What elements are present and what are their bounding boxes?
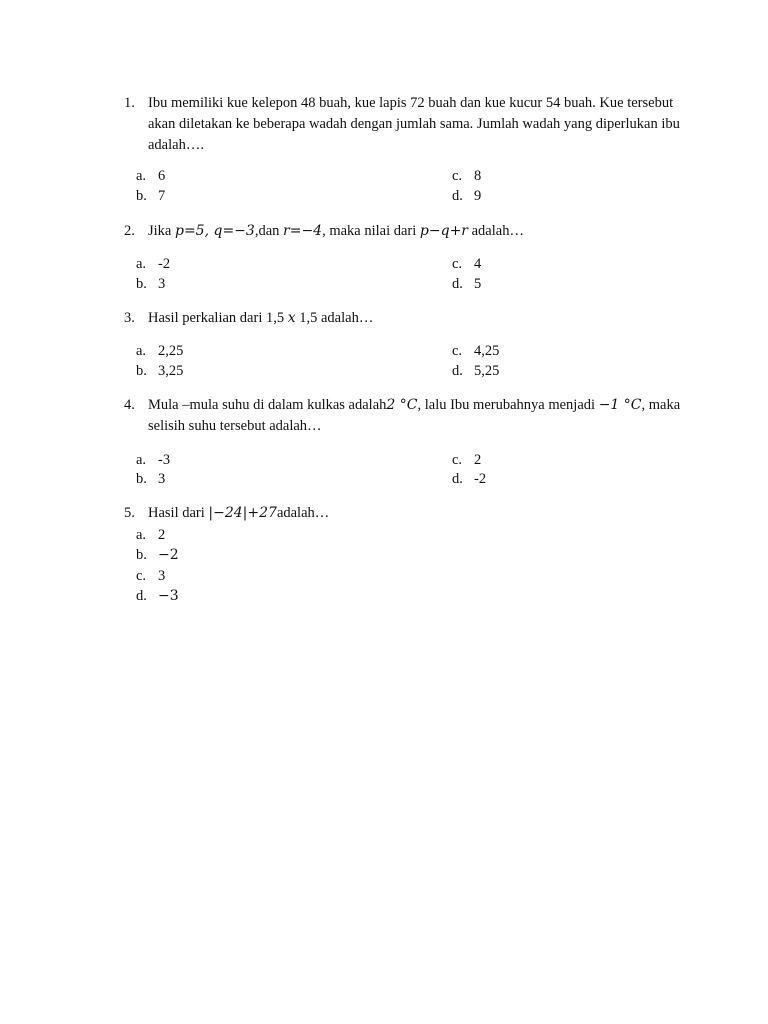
option-4d[interactable] — [452, 469, 486, 489]
option-value: 3 — [158, 568, 166, 584]
option-3b[interactable] — [136, 361, 183, 381]
option-value: 7 — [158, 188, 166, 204]
option-3c[interactable] — [452, 341, 499, 361]
math-expression: |−24|+27 — [208, 505, 277, 521]
option-letter: d. — [452, 188, 463, 204]
option-value: 4 — [474, 256, 482, 272]
math-expression: −1 °C — [598, 397, 642, 413]
option-5c[interactable] — [136, 566, 165, 586]
option-letter: d. — [452, 276, 463, 292]
question-2 — [124, 221, 684, 242]
question-3 — [124, 308, 684, 329]
option-5b[interactable] — [136, 545, 179, 565]
option-2c[interactable] — [452, 254, 481, 274]
option-letter: c. — [452, 343, 463, 359]
option-value: 2,25 — [158, 343, 184, 359]
option-3d[interactable] — [452, 361, 499, 381]
option-letter: c. — [136, 568, 147, 584]
question-text: Jika p=5, q=−3,dan r=−4, maka nilai dari p−q+r adalah… — [148, 223, 524, 239]
option-value: 4,25 — [474, 343, 500, 359]
option-value: 9 — [474, 188, 482, 204]
option-value: −2 — [158, 547, 179, 563]
option-value: -3 — [158, 452, 171, 468]
option-value: 3,25 — [158, 363, 184, 379]
option-value: 3 — [158, 471, 166, 487]
option-value: 6 — [158, 168, 166, 184]
option-letter: c. — [452, 452, 463, 468]
option-2d[interactable] — [452, 274, 481, 294]
option-letter: b. — [136, 471, 147, 487]
option-letter: c. — [452, 256, 463, 272]
question-text: Mula –mula suhu di dalam kulkas adalah2 °C, lalu Ibu merubahnya menjadi −1 °C, maka selisih suhu tersebut adalah… — [148, 397, 681, 434]
math-expression: x — [287, 310, 296, 326]
option-5d[interactable] — [136, 586, 179, 606]
option-value: 8 — [474, 168, 482, 184]
option-letter: a. — [136, 527, 147, 543]
question-number: 1. — [124, 95, 135, 111]
option-letter: b. — [136, 363, 147, 379]
math-expression: p=5, q=−3 — [174, 223, 255, 239]
question-1 — [124, 93, 684, 156]
option-letter: a. — [136, 343, 147, 359]
option-value: -2 — [474, 471, 487, 487]
option-value: 2 — [474, 452, 482, 468]
math-expression: r=−4 — [283, 223, 323, 239]
question-4 — [124, 395, 684, 437]
option-value: -2 — [158, 256, 171, 272]
option-letter: a. — [136, 256, 147, 272]
math-expression: 2 °C — [386, 397, 418, 413]
option-4a[interactable] — [136, 450, 170, 470]
option-letter: b. — [136, 547, 147, 563]
option-value: 5 — [474, 276, 482, 292]
option-1d[interactable] — [452, 186, 481, 206]
option-letter: d. — [452, 471, 463, 487]
question-number: 4. — [124, 397, 135, 413]
option-letter: d. — [136, 588, 147, 604]
question-number: 2. — [124, 223, 135, 239]
question-text: Ibu memiliki kue kelepon 48 buah, kue lapis 72 buah dan kue kucur 54 buah. Kue tersebut akan diletakan ke beberapa wadah dengan jumlah sama. Jumlah wadah yang diperlukan ibu adalah…. — [148, 95, 680, 153]
question-5 — [124, 503, 684, 524]
option-letter: a. — [136, 168, 147, 184]
option-5a[interactable] — [136, 525, 165, 545]
option-2a[interactable] — [136, 254, 170, 274]
option-value: 3 — [158, 276, 166, 292]
option-value: 5,25 — [474, 363, 500, 379]
option-value: −3 — [158, 588, 179, 604]
option-2b[interactable] — [136, 274, 165, 294]
option-4c[interactable] — [452, 450, 481, 470]
option-4b[interactable] — [136, 469, 165, 489]
option-letter: a. — [136, 452, 147, 468]
question-text: Hasil dari |−24|+27adalah… — [148, 505, 330, 521]
option-1a[interactable] — [136, 166, 165, 186]
math-expression: p−q+r — [419, 223, 468, 239]
option-1c[interactable] — [452, 166, 481, 186]
question-text: Hasil perkalian dari 1,5 x 1,5 adalah… — [148, 310, 374, 326]
option-letter: b. — [136, 276, 147, 292]
option-letter: b. — [136, 188, 147, 204]
option-1b[interactable] — [136, 186, 165, 206]
option-letter: c. — [452, 168, 463, 184]
option-value: 2 — [158, 527, 166, 543]
option-letter: d. — [452, 363, 463, 379]
question-number: 3. — [124, 310, 135, 326]
option-3a[interactable] — [136, 341, 183, 361]
question-number: 5. — [124, 505, 135, 521]
